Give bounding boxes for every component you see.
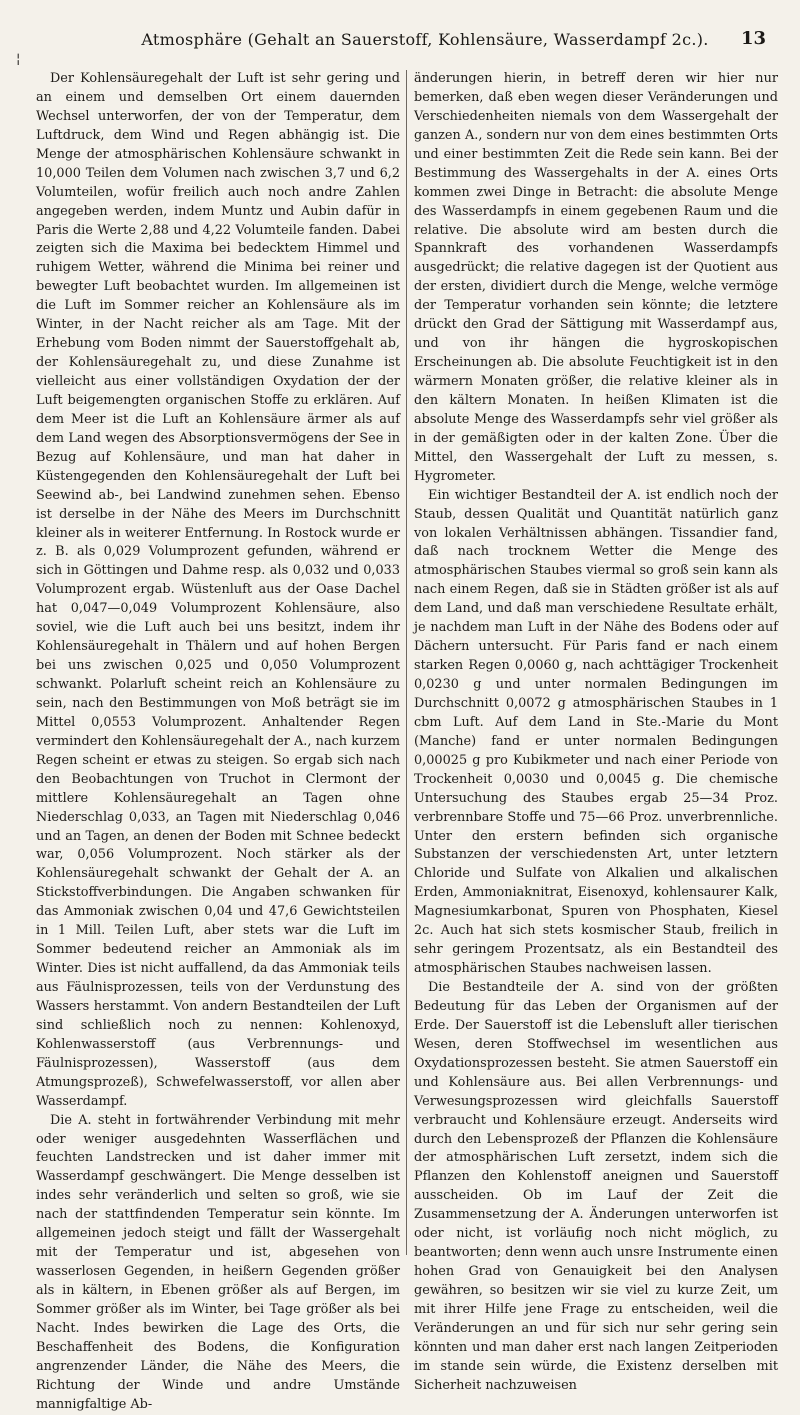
paragraph-water-vapour: Die A. steht in fortwährender Verbindung mit mehr oder weniger ausgedehnten Wasserflächen und feuchten Landstrecken und ist daher immer mit Wasserdampf geschwängert. Die Menge desselben ist indes sehr veränderlich und selten so groß, wie sie nach der stattfindenden Temperatur sein könnte. Im allgemeinen jedoch steigt und fällt der Wassergehalt mit der Temperatur und ist, abgesehen von wasserlosen Gegenden, in heißern Gegenden größer als in kältern, in Ebenen größer als auf Bergen, im Sommer größer als im Winter, bei Tage größer als bei Nacht. Indes bewirken die Lage des Orts, die Beschaffenheit des Bodens, die Konfiguration angrenzender Länder, die Nähe des Meers, die Richtung der Winde und andre Umstände mannigfaltige Ab- <box>36 1112 400 1412</box>
paragraph-organisms: Die Bestandteile der A. sind von der größten Bedeutung für das Leben der Organismen auf der Erde. Der Sauerstoff ist die Lebensluft aller tierischen Wesen, deren Stoffwechsel im wesentlichen aus Oxydationsprozessen besteht. Sie atmen Sauerstoff ein und Kohlensäure aus. Bei allen Verbrennungs- und Verwesungsprozessen wird gleichfalls Sauerstoff verbraucht und Kohlensäure erzeugt. Anderseits wird durch den Lebensprozeß der Pflanzen die Kohlensäure der atmosphärischen Luft zersetzt, indem sich die Pflanzen den Kohlenstoff aneignen und Sauerstoff ausscheiden. Ob im Lauf der Zeit die Zusammensetzung der A. Änderungen unterworfen ist oder nicht, ist vorläufig noch nicht möglich, zu beantworten; denn wenn auch unsre Instrumente einen hohen Grad von Genauigkeit bei den Analysen gewähren, so besitzen wir sie viel zu kurze Zeit, um mit ihrer Hilfe jene Frage zu entscheiden, weil die Veränderungen an und für sich nur sehr gering sein könnten und man daher erst nach langen Zeitperioden im stande sein würde, die Existenz derselben mit Sicherheit nachzuweisen <box>414 980 778 1393</box>
paragraph-carbon-dioxide: Der Kohlensäuregehalt der Luft ist sehr gering und an einem und demselben Ort einem dauernden Wechsel unterworfen, der von der Temperatur, dem Luftdruck, dem Wind und Regen abhängig ist. Die Menge der atmosphärischen Kohlensäure schwankt in 10,000 Teilen dem Volumen nach zwischen 3,7 und 6,2 Volumteilen, wofür freilich auch noch andre Zahlen angegeben werden, indem Muntz und Aubin dafür in Paris die Werte 2,88 und 4,22 Volumteile fanden. Dabei zeigten sich die Maxima bei bedecktem Himmel und ruhigem Wetter, während die Minima bei reiner und bewegter Luft beobachtet wurden. Im allgemeinen ist die Luft im Sommer reicher an Kohlensäure als im Winter, in der Nacht reicher als am Tage. Mit der Erhebung vom Boden nimmt der Sauerstoffgehalt ab, der Kohlensäuregehalt zu, und diese Zunahme ist vielleicht aus einer vollständigen Oxydation der der Luft beigemengten organischen Stoffe zu erklären. Auf dem Meer ist die Luft an Kohlensäure ärmer als auf dem Land wegen des Absorptionsvermögens der See in Bezug auf Kohlensäure, und man hat daher in Küstengegenden den Kohlensäuregehalt der Luft bei Seewind ab-, bei Landwind zunehmen sehen. Ebenso ist derselbe in der Nähe des Meers im Durchschnitt kleiner als in weiterer Entfernung. In Rostock wurde er z. B. als 0,029 Volumprozent gefunden, während er sich in Göttingen und Dahme resp. als 0,032 und 0,033 Volumprozent ergab. Wüstenluft aus der Oase Dachel hat 0,047—0,049 Volumprozent Kohlensäure, also soviel, wie die Luft auch bei uns besitzt, indem ihr Kohlensäuregehalt in Thälern und auf hohen Bergen bei uns zwischen 0,025 und 0,050 Volumprozent schwankt. Polarluft scheint reich an Kohlensäure zu sein, nach den Bestimmungen von Moß beträgt sie im Mittel 0,0553 Volumprozent. Anhaltender Regen vermindert den Kohlensäuregehalt der A., nach kurzem Regen scheint er etwas zu steigen. So ergab sich nach den Beobachtungen von Truchot in Clermont der mittlere Kohlensäuregehalt an Tagen ohne Niederschlag 0,033, an Tagen mit Niederschlag 0,046 und an Tagen, an denen der Boden mit Schnee bedeckt war, 0,056 Volumprozent. Noch stärker als der Kohlensäuregehalt schwankt der Gehalt der A. an Stickstoffverbindungen. Die Angaben schwanken für das Ammoniak zwischen 0,04 und 47,6 Gewichtsteilen in 1 Mill. Teilen Luft, aber stets war die Luft im Sommer bedeutend reicher an Ammoniak als im Winter. Dies ist nicht auffallend, da das Ammoniak teils aus Fäulnisprozessen, teils von der Verdunstung des Wassers herstammt. Von andern Bestandteilen der Luft sind schließlich noch zu nennen: Kohlenoxyd, Kohlenwasserstoff (aus Verbrennungs- und Fäulnisprozessen), Wasserstoff (aus dem Atmungsprozeß), Schwefelwasserstoff, vor allen aber Wasserdampf. <box>36 71 400 1109</box>
text-columns <box>36 70 781 1412</box>
left-column <box>36 70 400 1412</box>
page-number: 13 <box>740 28 766 49</box>
right-column <box>414 70 778 1393</box>
margin-mark: ¦ <box>16 52 21 67</box>
paragraph-humidity: änderungen hierin, in betreff deren wir hier nur bemerken, daß eben wegen dieser Veränderungen und Verschiedenheiten niemals von dem Wassergehalt der ganzen A., sondern nur von dem eines bestimmten Orts und einer bestimmten Zeit die Rede sein kann. Bei der Bestimmung des Wassergehalts in der A. eines Orts kommen zwei Dinge in Betracht: die absolute Menge des Wasserdampfs in einem gegebenen Raum und die relative. Die absolute wird am besten durch die Spannkraft des vorhandenen Wasserdampfs ausgedrückt; die relative dagegen ist der Quotient aus der ersten, dividiert durch die Menge, welche vermöge der Temperatur vorhanden sein könnte; die letztere drückt den Grad der Sättigung mit Wasserdampf aus, und von ihr hängen die hygroskopischen Erscheinungen ab. Die absolute Feuchtigkeit ist in den wärmern Monaten größer, die relative kleiner als in den kältern Monaten. In heißen Klimaten ist die absolute Menge des Wasserdampfs sehr viel größer als in der gemäßigten oder in der kalten Zone. Über die Mittel, den Wassergehalt der Luft zu messen, s. Hygrometer. <box>414 71 778 484</box>
running-title: Atmosphäre (Gehalt an Sauerstoff, Kohlensäure, Wasserdampf 2c.). <box>141 30 709 49</box>
running-header <box>30 28 770 56</box>
column-divider <box>406 70 407 1255</box>
paragraph-dust: Ein wichtiger Bestandteil der A. ist endlich noch der Staub, dessen Qualität und Quantität natürlich ganz von lokalen Verhältnissen abhängen. Tissandier fand, daß nach trocknem Wetter die Menge des atmosphärischen Staubes viermal so groß sein kann als nach einem Regen, daß sie in Städten größer ist als auf dem Land, und daß man verschiedene Resultate erhält, je nachdem man Luft in der Nähe des Bodens oder auf Dächern untersucht. Für Paris fand er nach einem starken Regen 0,0060 g, nach achttägiger Trockenheit 0,0230 g und unter normalen Bedingungen im Durchschnitt 0,0072 g atmosphärischen Staubes in 1 cbm Luft. Auf dem Land in Ste.-Marie du Mont (Manche) fand er unter normalen Bedingungen 0,00025 g pro Kubikmeter und nach einer Periode von Trockenheit 0,0030 und 0,0045 g. Die chemische Untersuchung des Staubes ergab 25—34 Proz. verbrennbare Stoffe und 75—66 Proz. unverbrennliche. Unter den erstern befinden sich organische Substanzen der verschiedensten Art, unter letztern Chloride und Sulfate von Alkalien und alkalischen Erden, Ammoniaknitrat, Eisenoxyd, kohlensaurer Kalk, Magnesiumkarbonat, Spuren von Phosphaten, Kiesel 2c. Auch hat sich stets kosmischer Staub, freilich in sehr geringem Prozentsatz, als ein Bestandteil des atmosphärischen Staubes nachweisen lassen. <box>414 487 778 977</box>
